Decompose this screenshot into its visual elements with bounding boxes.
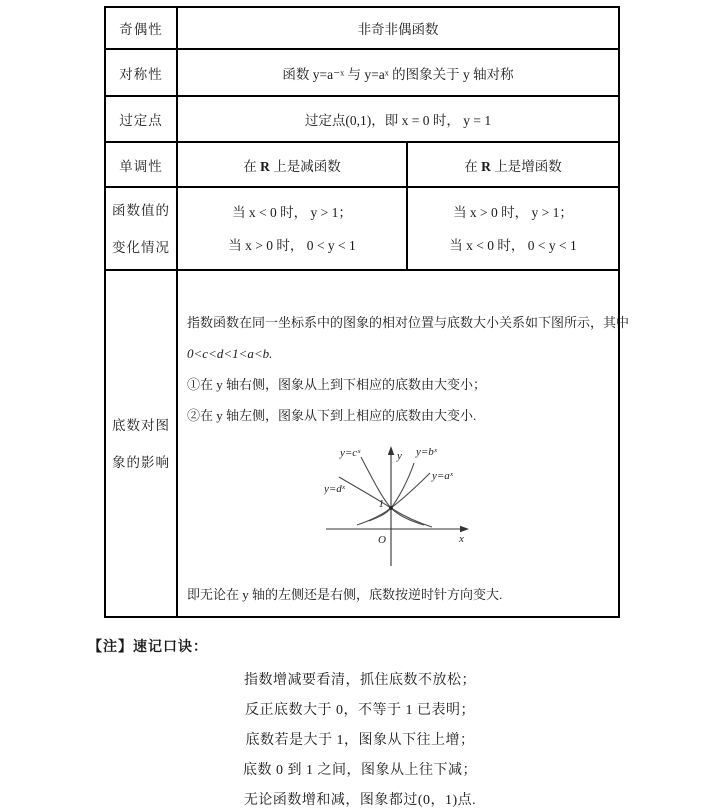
y-axis-label: y	[396, 449, 402, 462]
value-change-right-line1: 当 x > 0 时， y > 1；	[453, 204, 573, 220]
monotonicity-decreasing-cell	[177, 142, 407, 187]
value-change-left-line1: 当 x < 0 时， y > 1；	[232, 204, 352, 220]
blackboard-R: R	[260, 158, 270, 174]
base-effect-content-cell	[177, 270, 630, 617]
parity-label-cell: 奇偶性	[105, 7, 177, 49]
note-heading: 【注】速记口诀：	[88, 640, 208, 655]
point-0-1	[389, 506, 393, 510]
table-row-base-effect	[105, 270, 619, 617]
monotonicity-increasing-text-tail: 上是增函数	[490, 158, 562, 174]
table-row-value-change	[105, 187, 619, 270]
x-axis-label: x	[458, 532, 464, 545]
mnemonic-line: 指数增减要看清，抓住底数不放松；	[244, 673, 476, 688]
monotonicity-decreasing-text: 在	[243, 158, 261, 174]
base-effect-inequality: 0<c<d<1<a<b.	[187, 345, 273, 361]
curve-c-label: y=cˣ	[339, 446, 360, 459]
base-effect-conclusion: 即无论在 y 轴的左侧还是右侧，底数按逆时针方向变大.	[187, 586, 503, 602]
monotonicity-increasing-text: 在	[464, 158, 482, 174]
x-axis-arrow-icon	[460, 525, 469, 531]
curve-a-label: y=aˣ	[431, 469, 453, 482]
exponential-curves-figure	[324, 443, 474, 568]
fixed-point-value-cell: 过定点(0,1)，即 x = 0 时， y = 1	[177, 96, 619, 142]
curve-b-label: y=bˣ	[415, 445, 437, 458]
curve-c	[361, 457, 424, 525]
mnemonic-lines	[0, 666, 720, 810]
base-effect-label-line1: 底数对图	[112, 417, 170, 433]
blackboard-R: R	[481, 158, 491, 174]
value-change-left-cell	[177, 187, 407, 270]
base-effect-label-line2: 象的影响	[112, 454, 170, 470]
value-change-right-line2: 当 x < 0 时， 0 < y < 1	[449, 237, 577, 253]
monotonicity-increasing-cell	[407, 142, 619, 187]
exponential-properties-table	[104, 6, 630, 618]
monotonicity-decreasing-text-tail: 上是减函数	[269, 158, 341, 174]
value-change-label-cell	[105, 187, 177, 270]
mnemonic-line: 底数若是大于 1，图象从下往上增；	[245, 733, 475, 748]
monotonicity-label-cell: 单调性	[105, 142, 177, 187]
curve-a	[357, 473, 430, 525]
coordinate-plot	[324, 443, 474, 568]
value-change-label-line2: 变化情况	[112, 239, 170, 255]
y-axis-arrow-icon	[387, 446, 393, 455]
curve-d-label: y=dˣ	[323, 482, 345, 495]
table-row-symmetry	[105, 49, 619, 96]
base-effect-paragraph-1: 指数函数在同一坐标系中的图象的相对位置与底数大小关系如下图所示，其中	[187, 314, 630, 330]
value-change-left-line2: 当 x > 0 时， 0 < y < 1	[228, 237, 356, 253]
mnemonic-line: 反正底数大于 0，不等于 1 已表明；	[245, 703, 475, 718]
table-row-fixed-point	[105, 96, 619, 142]
symmetry-value-cell: 函数 y=a⁻ˣ 与 y=aˣ 的图象关于 y 轴对称	[177, 49, 619, 96]
origin-label: O	[377, 533, 386, 546]
fixed-point-label-cell: 过定点	[105, 96, 177, 142]
value-change-label-line1: 函数值的	[112, 202, 170, 218]
value-change-right-cell	[407, 187, 619, 270]
one-tick-label: 1	[378, 497, 384, 510]
mnemonic-line: 无论函数增和减，图象都过(0，1)点.	[243, 793, 477, 808]
mnemonic-line: 底数 0 到 1 之间，图象从上往下减；	[243, 763, 477, 778]
parity-value-cell: 非奇非偶函数	[177, 7, 619, 49]
base-effect-rule-1: ①在 y 轴右侧，图象从上到下相应的底数由大变小；	[187, 376, 487, 392]
table-row-parity	[105, 7, 619, 49]
symmetry-label-cell: 对称性	[105, 49, 177, 96]
table-row-monotonicity	[105, 142, 619, 187]
base-effect-label-cell	[105, 270, 177, 617]
base-effect-rule-2: ②在 y 轴左侧，图象从下到上相应的底数由大变小.	[187, 407, 477, 423]
